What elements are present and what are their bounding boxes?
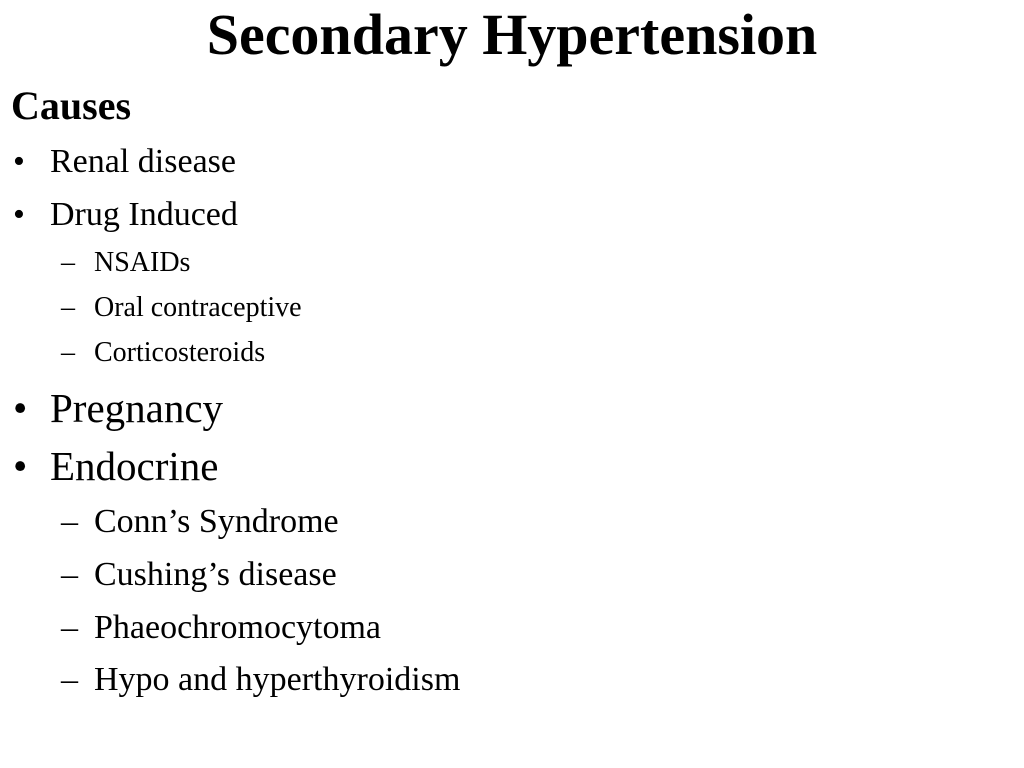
sub-list-item-label: Corticosteroids	[94, 337, 266, 368]
list-item-label: Drug Induced	[50, 196, 238, 233]
bullet-icon: •	[13, 196, 25, 233]
dash-icon: –	[61, 661, 78, 698]
sub-list-item-label: Hypo and hyperthyroidism	[94, 661, 461, 698]
bullet-icon: •	[13, 385, 28, 431]
sub-list-item-label: NSAIDs	[94, 247, 191, 278]
dash-icon: –	[61, 337, 75, 368]
dash-icon: –	[61, 503, 78, 540]
dash-icon: –	[61, 292, 75, 323]
dash-icon: –	[61, 609, 78, 646]
slide-title: Secondary Hypertension	[206, 2, 818, 67]
bullet-icon: •	[13, 443, 28, 489]
section-heading: Causes	[11, 83, 132, 128]
sub-list-item-label: Oral contraceptive	[94, 292, 302, 323]
dash-icon: –	[61, 556, 78, 593]
dash-icon: –	[61, 247, 75, 278]
list-item-label: Pregnancy	[50, 385, 224, 431]
sub-list-item-label: Cushing’s disease	[94, 556, 337, 593]
list-item-label: Endocrine	[50, 443, 219, 489]
sub-list-item-label: Phaeochromocytoma	[94, 609, 382, 646]
bullet-icon: •	[13, 143, 25, 180]
list-item-label: Renal disease	[50, 143, 236, 180]
sub-list-item-label: Conn’s Syndrome	[94, 503, 339, 540]
